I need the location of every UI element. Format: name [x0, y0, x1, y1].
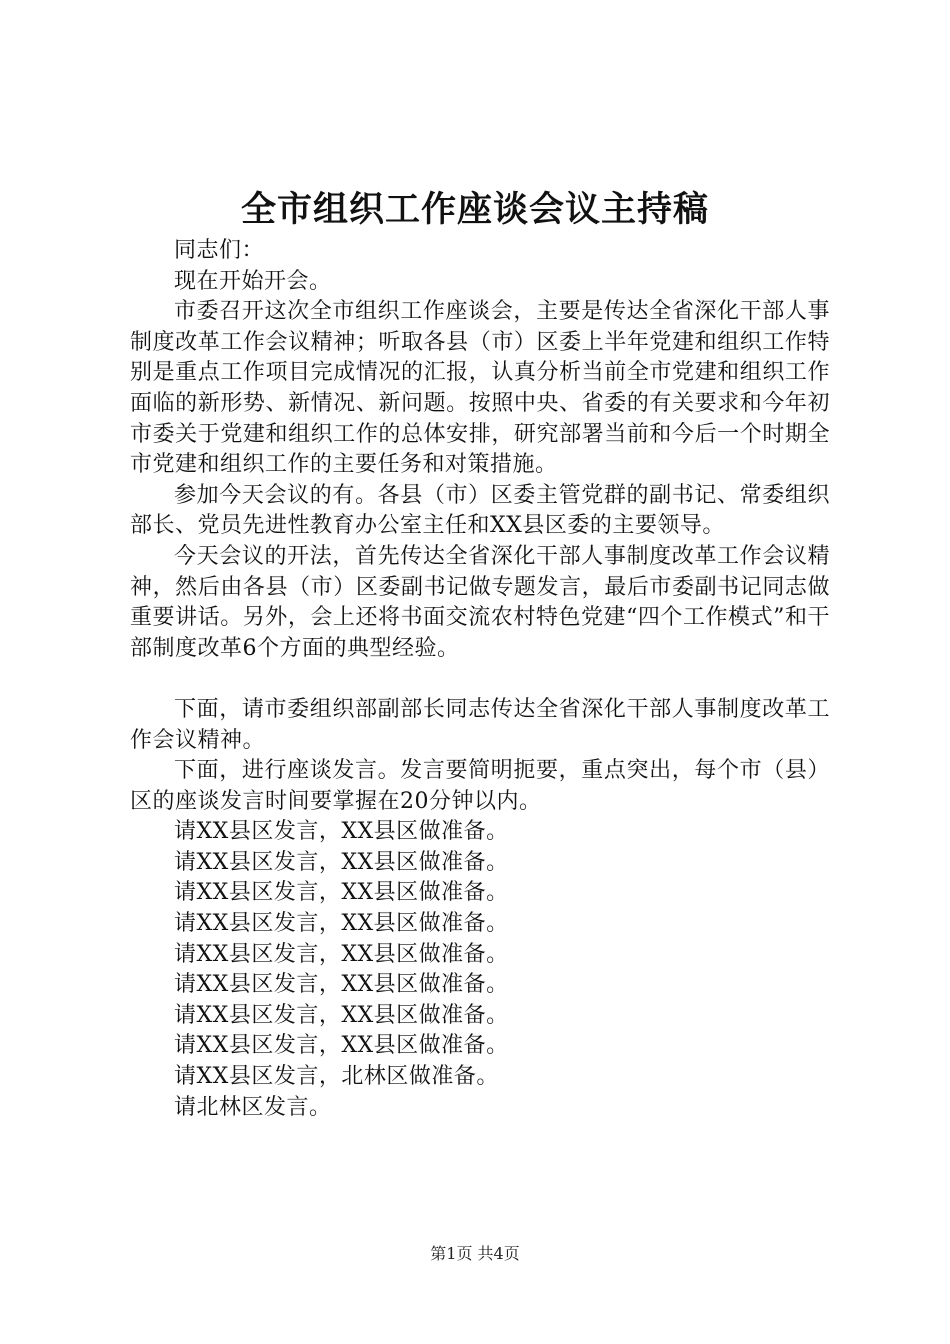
speaker-line: 请XX县区发言，XX县区做准备。	[174, 849, 509, 875]
speaker-line: 请XX县区发言，XX县区做准备。	[174, 1002, 509, 1028]
paragraph: 下面，请市委组织部副部长同志传达全省深化干部人事制度改革工作会议精神。	[130, 696, 830, 753]
speaker-line: 请北林区发言。	[174, 1094, 332, 1120]
paragraph: 现在开始开会。	[174, 268, 332, 294]
speaker-line: 请XX县区发言，XX县区做准备。	[174, 1033, 509, 1059]
speaker-line: 请XX县区发言，XX县区做准备。	[174, 911, 509, 937]
speaker-line: 请XX县区发言，XX县区做准备。	[174, 880, 509, 906]
speaker-line: 请XX县区发言，XX县区做准备。	[174, 819, 509, 845]
speaker-line: 请XX县区发言，北林区做准备。	[174, 1064, 499, 1090]
salutation: 同志们：	[174, 238, 265, 263]
paragraph: 市委召开这次全市组织工作座谈会，主要是传达全省深化干部人事制度改革工作会议精神；听取各县（市）区委上半年党建和组织工作特别是重点工作项目完成情况的汇报，认真分析当前全市党建和组织工作面临的新形势、新情况、新问题。按照中央、省委的有关要求和今年初市委关于党建和组织工作的总体安排，研究部署当前和今后一个时期全市党建和组织工作的主要任务和对策措施。	[130, 299, 830, 478]
document-title: 全市组织工作座谈会议主持稿	[240, 190, 709, 230]
speaker-line: 请XX县区发言，XX县区做准备。	[174, 972, 509, 998]
speaker-line: 请XX县区发言，XX县区做准备。	[174, 941, 509, 967]
paragraph: 今天会议的开法，首先传达全省深化干部人事制度改革工作会议精神，然后由各县（市）区委副书记做专题发言，最后市委副书记同志做重要讲话。另外，会上还将书面交流农村特色党建“四个工作模式”和干部制度改革6个方面的典型经验。	[130, 543, 830, 661]
document-body	[130, 236, 830, 1123]
paragraph: 下面，进行座谈发言。发言要简明扼要，重点突出，每个市（县）区的座谈发言时间要掌握在20分钟以内。	[130, 758, 830, 814]
page-number-footer: 第1页 共4页	[430, 1244, 520, 1263]
paragraph: 参加今天会议的有。各县（市）区委主管党群的副书记、常委组织部长、党员先进性教育办公室主任和XX县区委的主要领导。	[130, 482, 830, 539]
